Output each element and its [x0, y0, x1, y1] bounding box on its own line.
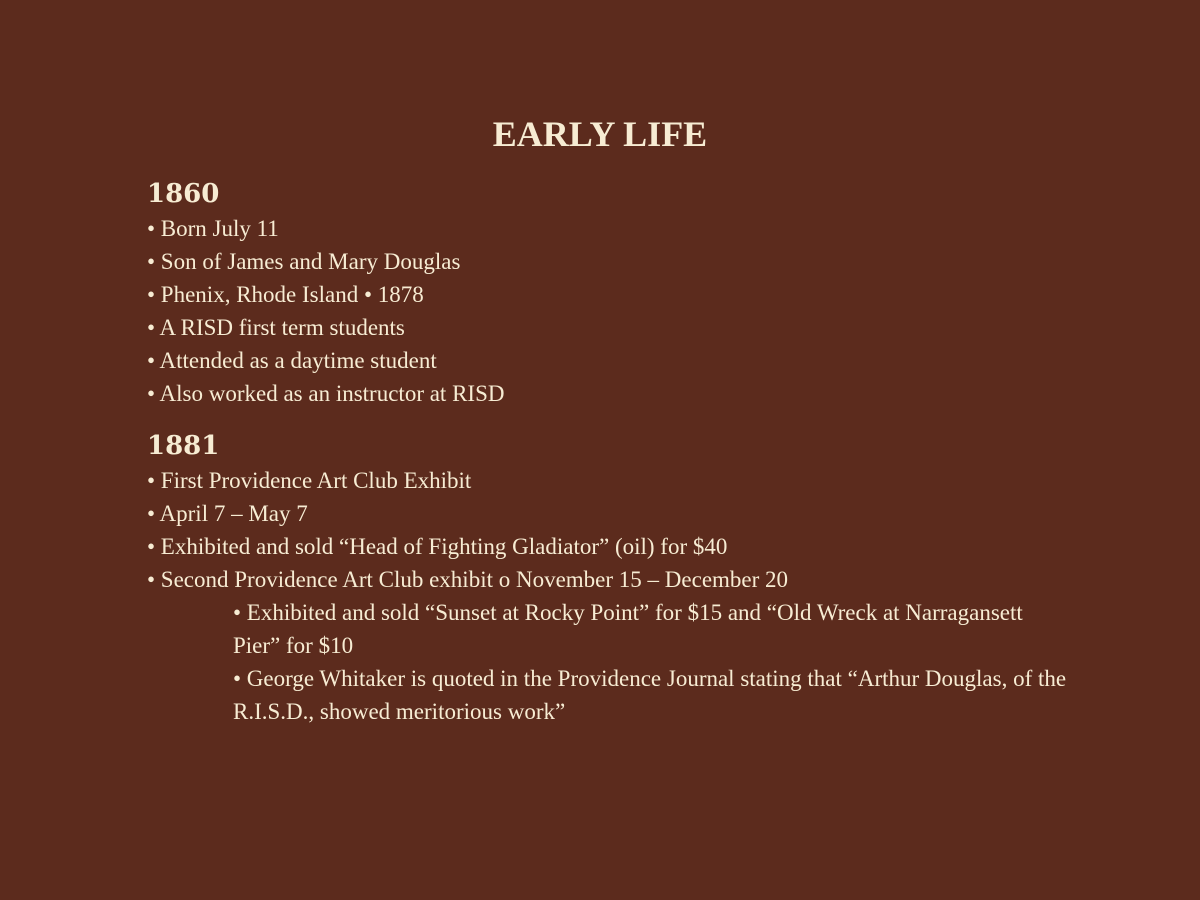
- section-year: 1881: [147, 431, 220, 461]
- section-1881: [147, 428, 1067, 728]
- list-item: • Attended as a daytime student: [147, 348, 437, 373]
- sub-list-item: • Exhibited and sold “Sunset at Rocky Point” for $15 and “Old Wreck at Narragansett Pier” for $10: [233, 600, 1023, 658]
- list-item: • Son of James and Mary Douglas: [147, 249, 461, 274]
- list-item: • A RISD first term students: [147, 315, 405, 340]
- section-1860: [147, 176, 1067, 410]
- list-item: • First Providence Art Club Exhibit: [147, 468, 472, 493]
- list-item: • Born July 11: [147, 216, 279, 241]
- list-item: • Also worked as an instructor at RISD: [147, 381, 505, 406]
- list-item: • Second Providence Art Club exhibit o November 15 – December 20: [147, 567, 789, 592]
- slide-title: EARLY LIFE: [492, 114, 708, 154]
- slide-content: [147, 176, 1067, 746]
- list-item: • Phenix, Rhode Island • 1878: [147, 282, 424, 307]
- list-item: • Exhibited and sold “Head of Fighting Gladiator” (oil) for $40: [147, 534, 728, 559]
- sub-list-item: • George Whitaker is quoted in the Providence Journal stating that “Arthur Douglas, of the R.I.S.D., showed meritorious work”: [233, 666, 1067, 724]
- section-year: 1860: [147, 179, 220, 209]
- list-item: • April 7 – May 7: [147, 501, 308, 526]
